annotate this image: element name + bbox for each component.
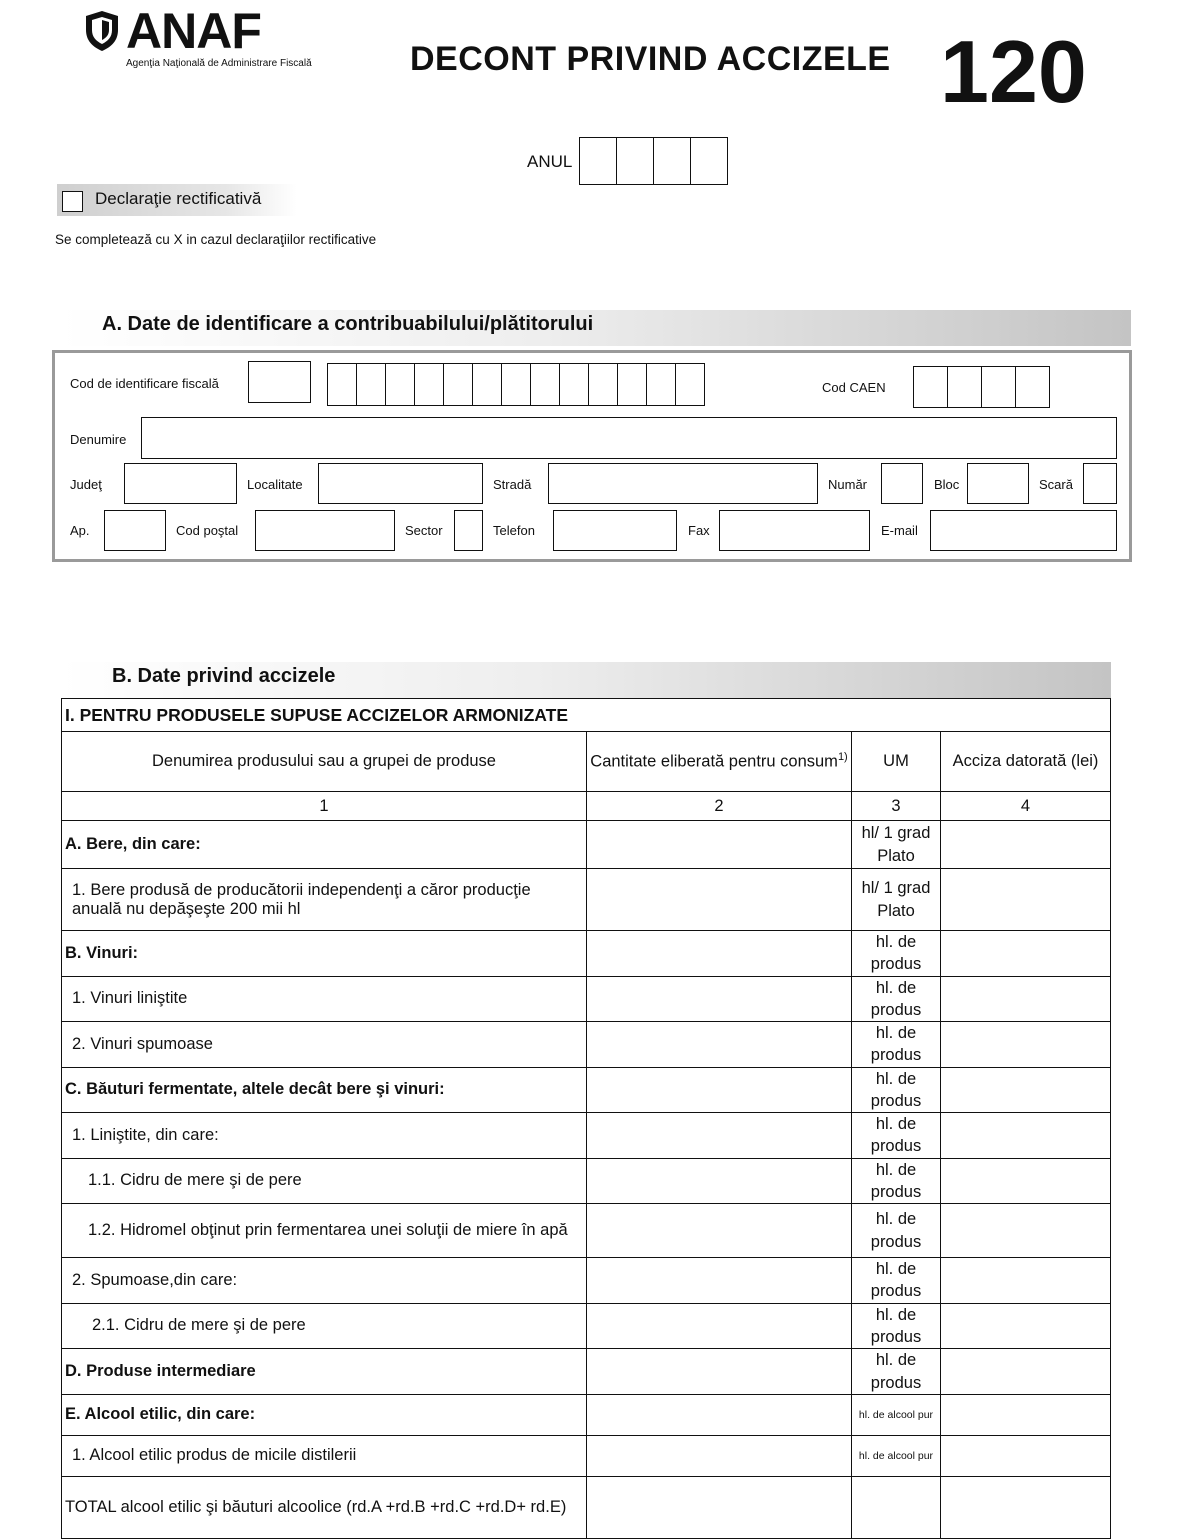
acciza-cell[interactable] xyxy=(941,1113,1111,1159)
row-label: C. Băuturi fermentate, altele decât bere şi vinuri: xyxy=(62,1067,587,1113)
table-row xyxy=(62,976,1111,1022)
table-row xyxy=(62,1435,1111,1476)
section-a-header xyxy=(60,310,1131,346)
cantitate-cell[interactable] xyxy=(587,1204,852,1258)
caen-digit-box[interactable] xyxy=(914,367,948,407)
cantitate-cell[interactable] xyxy=(587,1394,852,1435)
acciza-cell[interactable] xyxy=(941,1394,1111,1435)
email-label: E-mail xyxy=(881,523,918,538)
anul-label: ANUL xyxy=(527,152,573,171)
table-row xyxy=(62,1204,1111,1258)
um-cell: hl. de alcool pur xyxy=(852,1394,941,1435)
cif-digit-box[interactable] xyxy=(589,364,618,405)
cif-digit-box[interactable] xyxy=(386,364,415,405)
cantitate-cell[interactable] xyxy=(587,821,852,869)
cantitate-cell[interactable] xyxy=(587,1349,852,1395)
row-label: 2. Vinuri spumoase xyxy=(62,1022,587,1068)
cantitate-cell[interactable] xyxy=(587,1158,852,1204)
col-number-3: 3 xyxy=(852,792,941,821)
cantitate-cell[interactable] xyxy=(587,1067,852,1113)
acciza-cell[interactable] xyxy=(941,1258,1111,1304)
row-label: 1. Bere produsă de producătorii independenţi a căror producţie anuală nu depăşeşte 200 mii hl xyxy=(62,869,587,931)
cif-digit-box[interactable] xyxy=(502,364,531,405)
row-label: 2.1. Cidru de mere şi de pere xyxy=(62,1303,587,1349)
row-label: 1. Liniştite, din care: xyxy=(62,1113,587,1159)
acciza-cell[interactable] xyxy=(941,931,1111,977)
strada-input[interactable] xyxy=(548,463,818,504)
cif-digit-box[interactable] xyxy=(676,364,704,405)
acciza-cell[interactable] xyxy=(941,1067,1111,1113)
col-header-um: UM xyxy=(852,732,941,792)
cif-digit-box[interactable] xyxy=(531,364,560,405)
rectificativa-label: Declaraţie rectificativă xyxy=(95,189,262,208)
row-label-total: TOTAL alcool etilic şi băuturi alcoolice (rd.A +rd.B +rd.C +rd.D+ rd.E) xyxy=(62,1476,587,1538)
caen-digit-box[interactable] xyxy=(948,367,982,407)
cif-digit-box[interactable] xyxy=(560,364,589,405)
section-b-title: B. Date privind accizele xyxy=(112,665,336,687)
numar-label: Număr xyxy=(828,477,868,492)
table-row xyxy=(62,1158,1111,1204)
um-cell: hl. de alcool pur xyxy=(852,1435,941,1476)
um-cell: hl. de produs xyxy=(852,1158,941,1204)
col-header-denumire: Denumirea produsului sau a grupei de produse xyxy=(62,732,587,792)
table-row xyxy=(62,1394,1111,1435)
acciza-cell[interactable] xyxy=(941,1204,1111,1258)
cantitate-cell[interactable] xyxy=(587,1435,852,1476)
acciza-cell[interactable] xyxy=(941,1476,1111,1538)
logo-wordmark: ANAF xyxy=(126,3,261,59)
cif-digit-box[interactable] xyxy=(415,364,444,405)
um-cell: hl. de produs xyxy=(852,1258,941,1304)
row-label: 1.1. Cidru de mere şi de pere xyxy=(62,1158,587,1204)
table-row xyxy=(62,869,1111,931)
scara-label: Scară xyxy=(1039,477,1073,492)
telefon-input[interactable] xyxy=(553,510,677,551)
anaf-logo xyxy=(84,3,334,70)
cantitate-cell[interactable] xyxy=(587,1113,852,1159)
fax-input[interactable] xyxy=(719,510,870,551)
um-cell: hl/ 1 grad Plato xyxy=(852,869,941,931)
table-row xyxy=(62,931,1111,977)
row-label: E. Alcool etilic, din care: xyxy=(62,1394,587,1435)
cantitate-cell[interactable] xyxy=(587,1022,852,1068)
cif-digit-box[interactable] xyxy=(473,364,502,405)
cantitate-cell[interactable] xyxy=(587,976,852,1022)
cif-prefix-input[interactable] xyxy=(248,361,311,403)
anul-input[interactable] xyxy=(579,137,728,185)
acciza-cell[interactable] xyxy=(941,869,1111,931)
col-number-2: 2 xyxy=(587,792,852,821)
cod-postal-input[interactable] xyxy=(255,510,395,551)
anul-digit-box[interactable] xyxy=(617,138,654,184)
caen-digit-box[interactable] xyxy=(982,367,1016,407)
col-header-footnote: 1) xyxy=(837,751,848,764)
localitate-input[interactable] xyxy=(318,463,483,504)
table-row-total xyxy=(62,1476,1111,1538)
row-label: 2. Spumoase,din care: xyxy=(62,1258,587,1304)
acciza-cell[interactable] xyxy=(941,1435,1111,1476)
um-cell: hl. de produs xyxy=(852,1349,941,1395)
um-cell: hl/ 1 grad Plato xyxy=(852,821,941,869)
cif-input[interactable] xyxy=(327,363,705,406)
cif-digit-box[interactable] xyxy=(328,364,357,405)
localitate-label: Localitate xyxy=(247,477,303,492)
cif-digit-box[interactable] xyxy=(647,364,676,405)
form-title: DECONT PRIVIND ACCIZELE xyxy=(410,40,891,78)
strada-label: Stradă xyxy=(493,477,532,492)
rectificativa-checkbox[interactable] xyxy=(62,191,83,212)
um-cell: hl. de produs xyxy=(852,976,941,1022)
acciza-cell[interactable] xyxy=(941,1158,1111,1204)
bloc-input[interactable] xyxy=(967,463,1029,504)
fax-label: Fax xyxy=(688,523,710,538)
col-header-cantitate-text: Cantitate eliberată pentru consum xyxy=(590,752,838,771)
caen-digit-box[interactable] xyxy=(1016,367,1049,407)
row-label: A. Bere, din care: xyxy=(62,821,587,869)
cif-digit-box[interactable] xyxy=(357,364,386,405)
um-cell: hl. de produs xyxy=(852,1204,941,1258)
cif-digit-box[interactable] xyxy=(444,364,473,405)
judet-input[interactable] xyxy=(124,463,237,504)
form-number: 120 xyxy=(940,22,1087,121)
email-input[interactable] xyxy=(930,510,1117,551)
col-number-1: 1 xyxy=(62,792,587,821)
um-cell xyxy=(852,1476,941,1538)
acciza-cell[interactable] xyxy=(941,1303,1111,1349)
row-label: 1. Alcool etilic produs de micile distilerii xyxy=(62,1435,587,1476)
cantitate-cell[interactable] xyxy=(587,1258,852,1304)
um-cell: hl. de produs xyxy=(852,1113,941,1159)
ap-input[interactable] xyxy=(104,510,166,551)
row-label: 1. Vinuri liniştite xyxy=(62,976,587,1022)
row-label: B. Vinuri: xyxy=(62,931,587,977)
um-cell: hl. de produs xyxy=(852,1022,941,1068)
denumire-label: Denumire xyxy=(70,432,127,447)
col-header-acciza: Acciza datorată (lei) xyxy=(941,732,1111,792)
table-row xyxy=(62,1349,1111,1395)
col-header-cantitate xyxy=(587,732,852,792)
anul-digit-box[interactable] xyxy=(580,138,617,184)
shield-logo-icon xyxy=(84,10,120,52)
col-number-4: 4 xyxy=(941,792,1111,821)
um-cell: hl. de produs xyxy=(852,931,941,977)
judet-label: Judeţ xyxy=(70,477,102,492)
rectificativa-note: Se completează cu X in cazul declaraţiilor rectificative xyxy=(55,232,377,247)
table-row xyxy=(62,1067,1111,1113)
table-row xyxy=(62,1258,1111,1304)
table-row xyxy=(62,1113,1111,1159)
cod-postal-label: Cod poştal xyxy=(176,523,239,538)
acciza-cell[interactable] xyxy=(941,1022,1111,1068)
cif-label: Cod de identificare fiscală xyxy=(70,376,219,391)
row-label: D. Produse intermediare xyxy=(62,1349,587,1395)
cantitate-cell[interactable] xyxy=(587,931,852,977)
excise-table xyxy=(61,698,1111,1539)
bloc-label: Bloc xyxy=(934,477,960,492)
numar-input[interactable] xyxy=(881,463,923,504)
denumire-input[interactable] xyxy=(141,417,1117,459)
cif-digit-box[interactable] xyxy=(618,364,647,405)
anul-digit-box[interactable] xyxy=(691,138,727,184)
row-label: 1.2. Hidromel obţinut prin fermentarea unei soluţii de miere în apă xyxy=(62,1204,587,1258)
telefon-label: Telefon xyxy=(493,523,535,538)
sector-input[interactable] xyxy=(454,510,483,551)
table-row xyxy=(62,1303,1111,1349)
cantitate-cell[interactable] xyxy=(587,1476,852,1538)
table-row xyxy=(62,1022,1111,1068)
sector-label: Sector xyxy=(405,523,443,538)
anul-digit-box[interactable] xyxy=(654,138,691,184)
acciza-cell[interactable] xyxy=(941,976,1111,1022)
cantitate-cell[interactable] xyxy=(587,869,852,931)
acciza-cell[interactable] xyxy=(941,821,1111,869)
caen-label: Cod CAEN xyxy=(822,380,886,395)
scara-input[interactable] xyxy=(1083,463,1117,504)
section-a-title: A. Date de identificare a contribuabilului/plătitorului xyxy=(102,313,594,335)
acciza-cell[interactable] xyxy=(941,1349,1111,1395)
logo-subtitle: Agenţia Naţională de Administrare Fiscală xyxy=(126,58,312,69)
caen-input[interactable] xyxy=(913,366,1050,408)
um-cell: hl. de produs xyxy=(852,1303,941,1349)
table-title: I. PENTRU PRODUSELE SUPUSE ACCIZELOR ARMONIZATE xyxy=(62,699,1111,732)
ap-label: Ap. xyxy=(70,523,90,538)
table-row xyxy=(62,821,1111,869)
cantitate-cell[interactable] xyxy=(587,1303,852,1349)
um-cell: hl. de produs xyxy=(852,1067,941,1113)
section-b-header xyxy=(60,662,1111,698)
